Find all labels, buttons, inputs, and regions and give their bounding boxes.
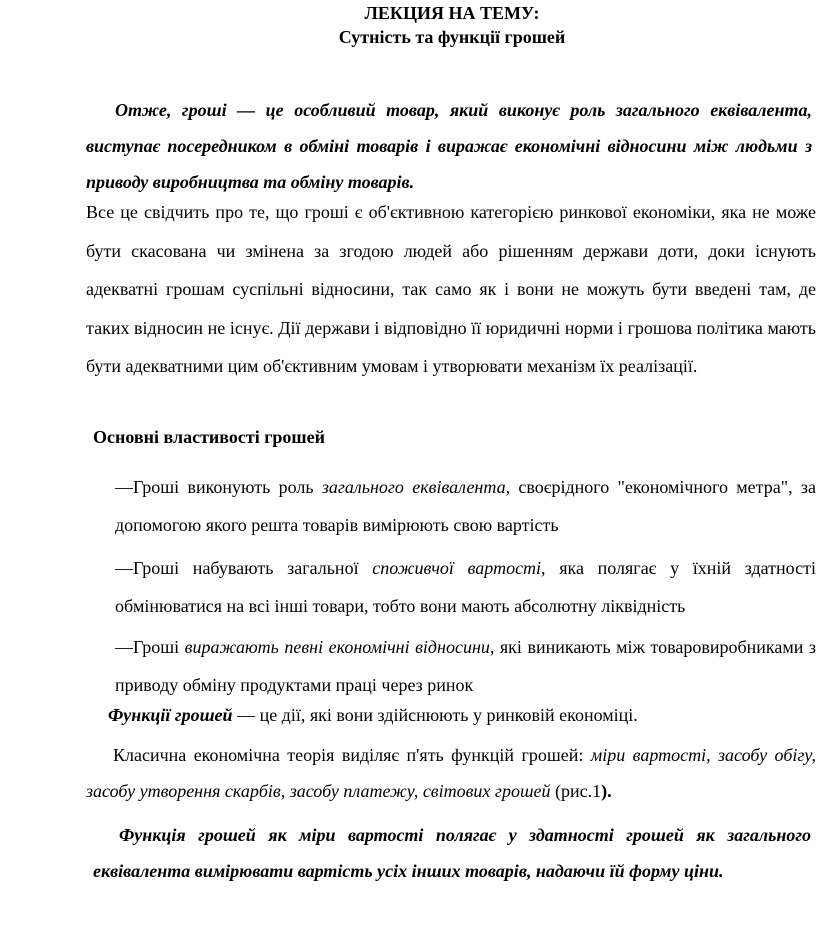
- intro-definition: Отже, гроші — це особливий товар, який виконує роль загального еквівалента, виступає посередником в обміні товарів і виражає економічні відносини між людьми з приводу виробництва та обміну товарів.: [86, 100, 812, 192]
- body-paragraph: Все це свідчить про те, що гроші є об'єктивною категорією ринкової економіки, яка не може бути скасована чи змінена за згодою людей або рішенням держави доти, доки існують адекватні грошам суспільні відносини, так само як і вони не можуть бути введені там, де таких відносин не існує. Дії держави і відповідно її юридичні норми і грошова політика мають бути адекватними цим об'єктивним умовам і утворювати механізм їх реалізації.: [86, 202, 816, 377]
- property-item-prefix: —Гроші виконують роль: [115, 477, 322, 497]
- property-item-emphasis: споживчої вартості,: [372, 558, 546, 578]
- property-item-2: [115, 549, 816, 625]
- functions-text: — це дії, які вони здійснюють у ринковій економіці.: [232, 705, 638, 725]
- classic-theory-paragraph: [86, 737, 816, 809]
- property-item-prefix: —Гроші набувають загальної: [115, 558, 373, 578]
- property-item-3: [115, 628, 816, 704]
- figure-reference: (рис.1: [550, 781, 602, 801]
- functions-definition: [108, 701, 638, 729]
- property-item-suffix: своєрідного "економічного метра", за допомогою якого решта товарів вимірюють свою вартість: [115, 477, 816, 535]
- property-item-1: [115, 468, 816, 544]
- lecture-title: ЛЕКЦИЯ НА ТЕМУ:: [364, 3, 540, 23]
- property-item-emphasis: виражають певні економічні відносини,: [184, 637, 495, 657]
- functions-list: міри вартості, засобу обігу, засобу утворення скарбів, засобу платежу, світових грошей: [86, 745, 816, 801]
- closing-punctuation: ).: [601, 781, 612, 801]
- section-heading: Основні властивості грошей: [93, 427, 325, 447]
- lecture-subtitle: Сутність та функції грошей: [338, 27, 566, 47]
- measure-of-value-paragraph: Функція грошей як міри вартості полягає у здатності грошей як загального еквівалента вимірювати вартість усіх інших товарів, надаючи їй форму ціни.: [93, 825, 811, 881]
- functions-term: Функції грошей: [108, 705, 233, 725]
- classic-prefix: Класична економічна теорія виділяє п'ять функцій грошей:: [113, 745, 591, 765]
- property-item-prefix: —Гроші: [115, 637, 185, 657]
- property-item-emphasis: загального еквівалента,: [321, 477, 511, 497]
- property-item-suffix: яка полягає у їхній здатності обмінюватися на всі інші товари, тобто вони мають абсолютну ліквідність: [115, 558, 816, 616]
- property-item-suffix: які виникають між товаровиробниками з приводу обміну продуктами праці через ринок: [115, 637, 816, 695]
